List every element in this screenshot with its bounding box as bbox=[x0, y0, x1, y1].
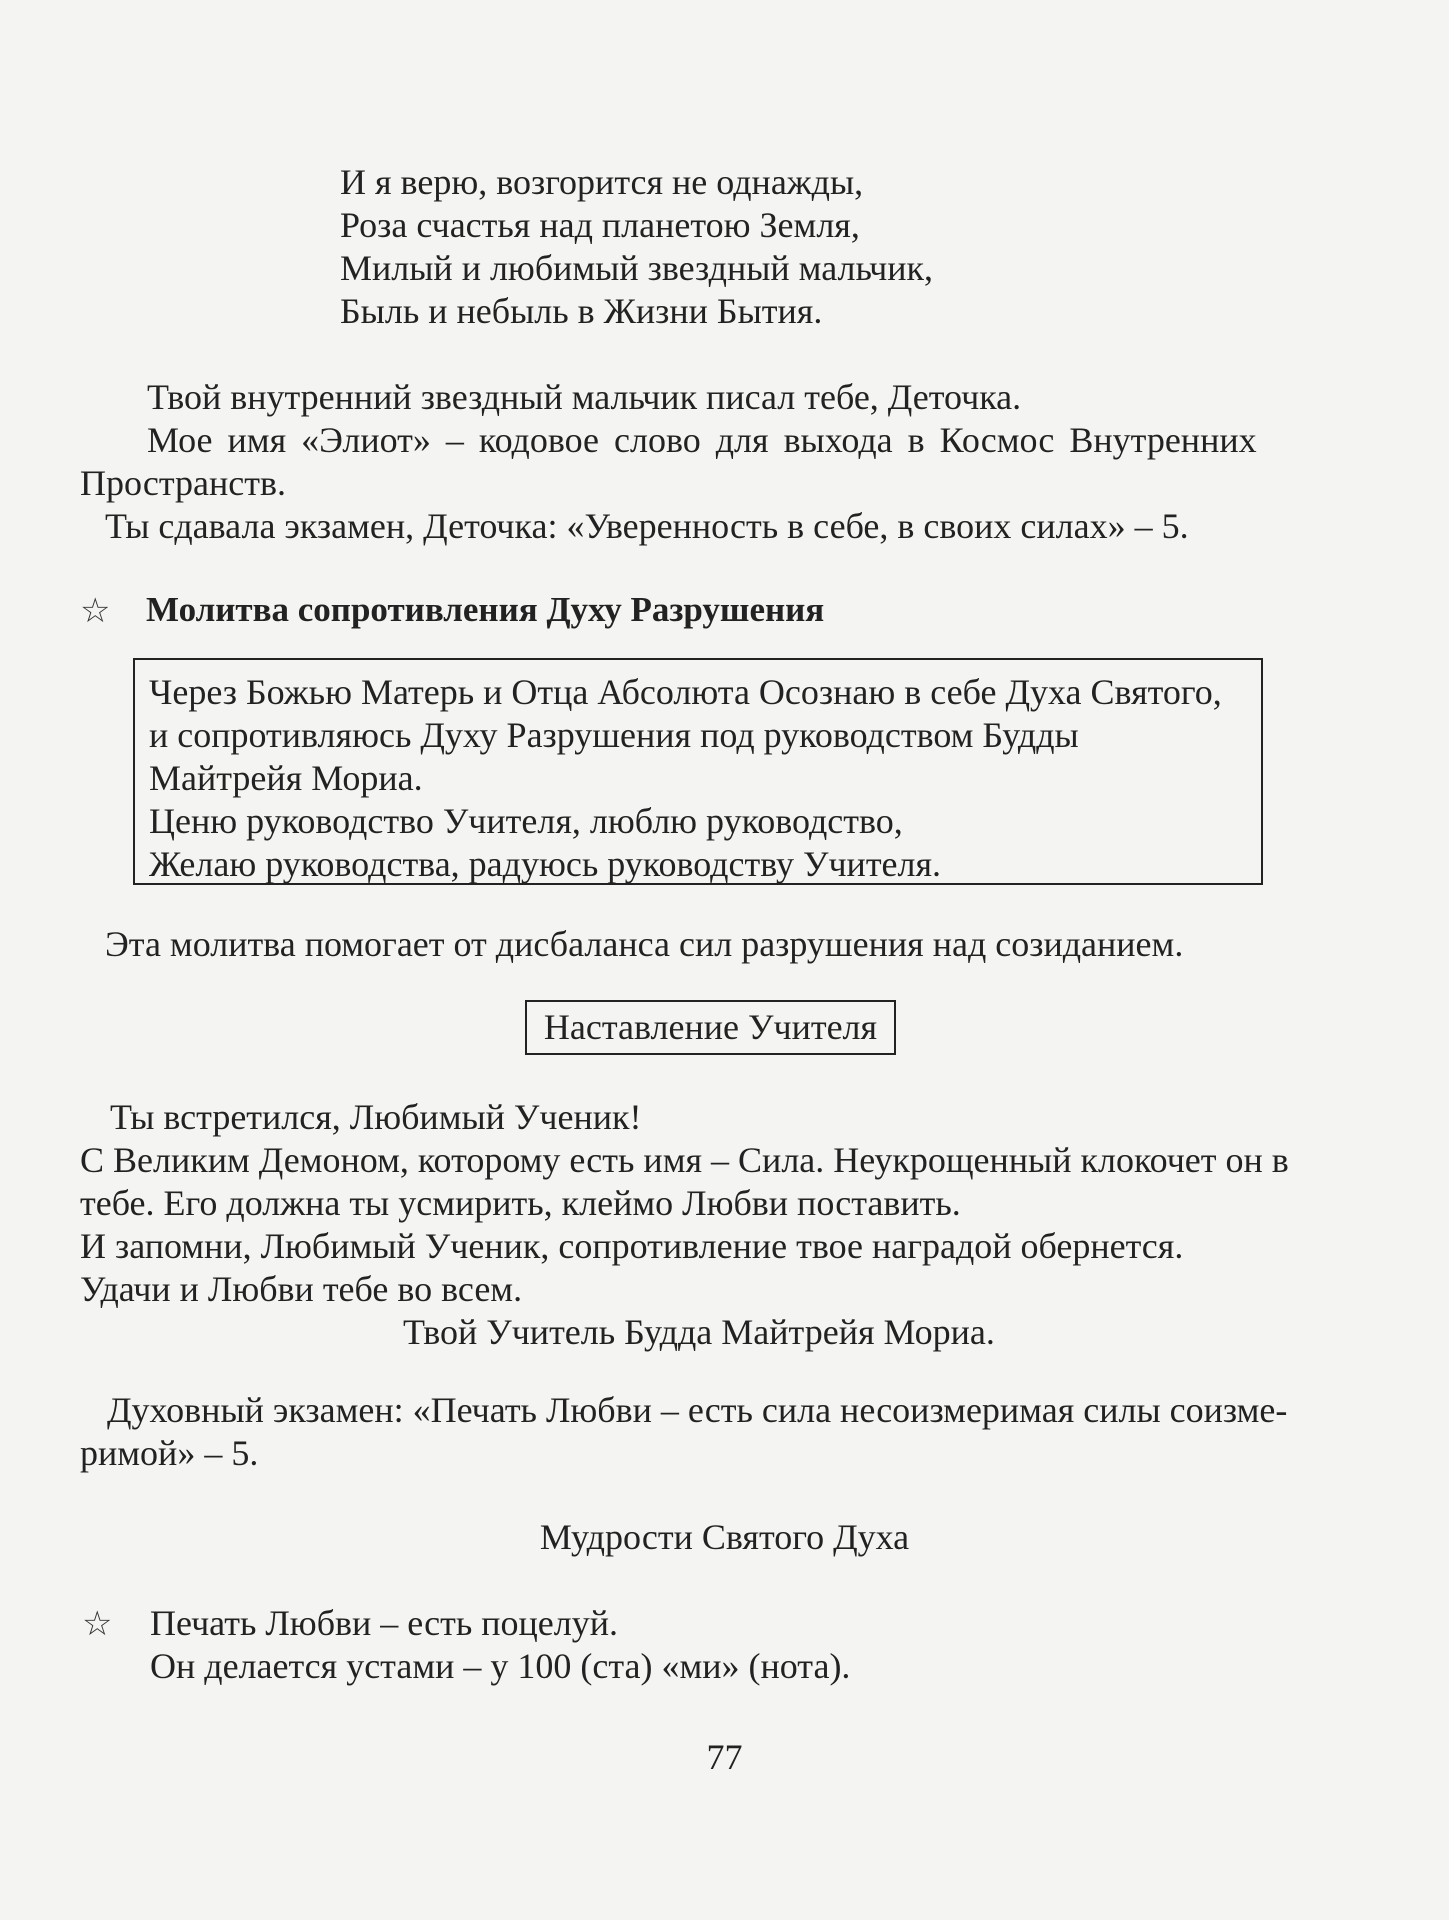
prayer-heading: Молитва сопротивления Духу Разрушения bbox=[146, 590, 825, 629]
exam-line: римой» – 5. bbox=[80, 1433, 259, 1473]
prayer-box bbox=[133, 658, 1263, 885]
prayer-line: Через Божью Матерь и Отца Абсолюта Осознаю в себе Духа Святого, bbox=[149, 672, 1222, 712]
teaching-title-box: Наставление Учителя bbox=[525, 1000, 896, 1055]
wisdom-line: Он делается устами – у 100 (ста) «ми» (нота). bbox=[150, 1646, 851, 1686]
wisdom-title: Мудрости Святого Духа bbox=[539, 1517, 910, 1557]
poem-line-1: И я верю, возгорится не однажды, bbox=[340, 162, 864, 202]
prayer-line: Желаю руководства, радуюсь руководству Учителя. bbox=[149, 844, 942, 884]
teaching-line: тебе. Его должна ты усмирить, клеймо Любви поставить. bbox=[80, 1183, 961, 1223]
poem-line-4: Быль и небыль в Жизни Бытия. bbox=[340, 291, 823, 331]
paragraph-line: Пространств. bbox=[80, 463, 286, 503]
teaching-line: Удачи и Любви тебе во всем. bbox=[80, 1269, 523, 1309]
teaching-line: С Великим Демоном, которому есть имя – Сила. Неукрощенный клокочет он в bbox=[80, 1140, 1289, 1180]
paragraph-line: Твой внутренний звездный мальчик писал тебе, Деточка. bbox=[147, 377, 1022, 417]
paragraph-text: Мое имя «Элиот» – кодовое слово для выхода в Космос Внутренних bbox=[147, 420, 1257, 460]
teaching-line: Ты встретился, Любимый Ученик! bbox=[110, 1097, 642, 1137]
teaching-signature: Твой Учитель Будда Майтрейя Мориа. bbox=[403, 1312, 995, 1352]
prayer-line: и сопротивляюсь Духу Разрушения под руководством Будды bbox=[149, 715, 1079, 755]
prayer-note: Эта молитва помогает от дисбаланса сил разрушения над созиданием. bbox=[105, 924, 1184, 964]
prayer-line: Ценю руководство Учителя, люблю руководство, bbox=[149, 801, 903, 841]
poem-line-3: Милый и любимый звездный мальчик, bbox=[340, 248, 933, 288]
teaching-line: И запомни, Любимый Ученик, сопротивление твое наградой обернется. bbox=[80, 1226, 1184, 1266]
poem-line-2: Роза счастья над планетою Земля, bbox=[340, 205, 860, 245]
star-icon: ☆ bbox=[82, 1606, 113, 1643]
wisdom-line: Печать Любви – есть поцелуй. bbox=[150, 1603, 619, 1643]
paragraph-line: Ты сдавала экзамен, Деточка: «Уверенность в себе, в своих силах» – 5. bbox=[105, 506, 1189, 546]
paragraph-line bbox=[147, 418, 1333, 462]
exam-line: Духовный экзамен: «Печать Любви – есть сила несоизмеримая силы соизме- bbox=[107, 1390, 1288, 1430]
star-icon: ☆ bbox=[80, 593, 111, 630]
prayer-line: Майтрейя Мориа. bbox=[149, 758, 423, 798]
page-number: 77 bbox=[706, 1737, 743, 1777]
